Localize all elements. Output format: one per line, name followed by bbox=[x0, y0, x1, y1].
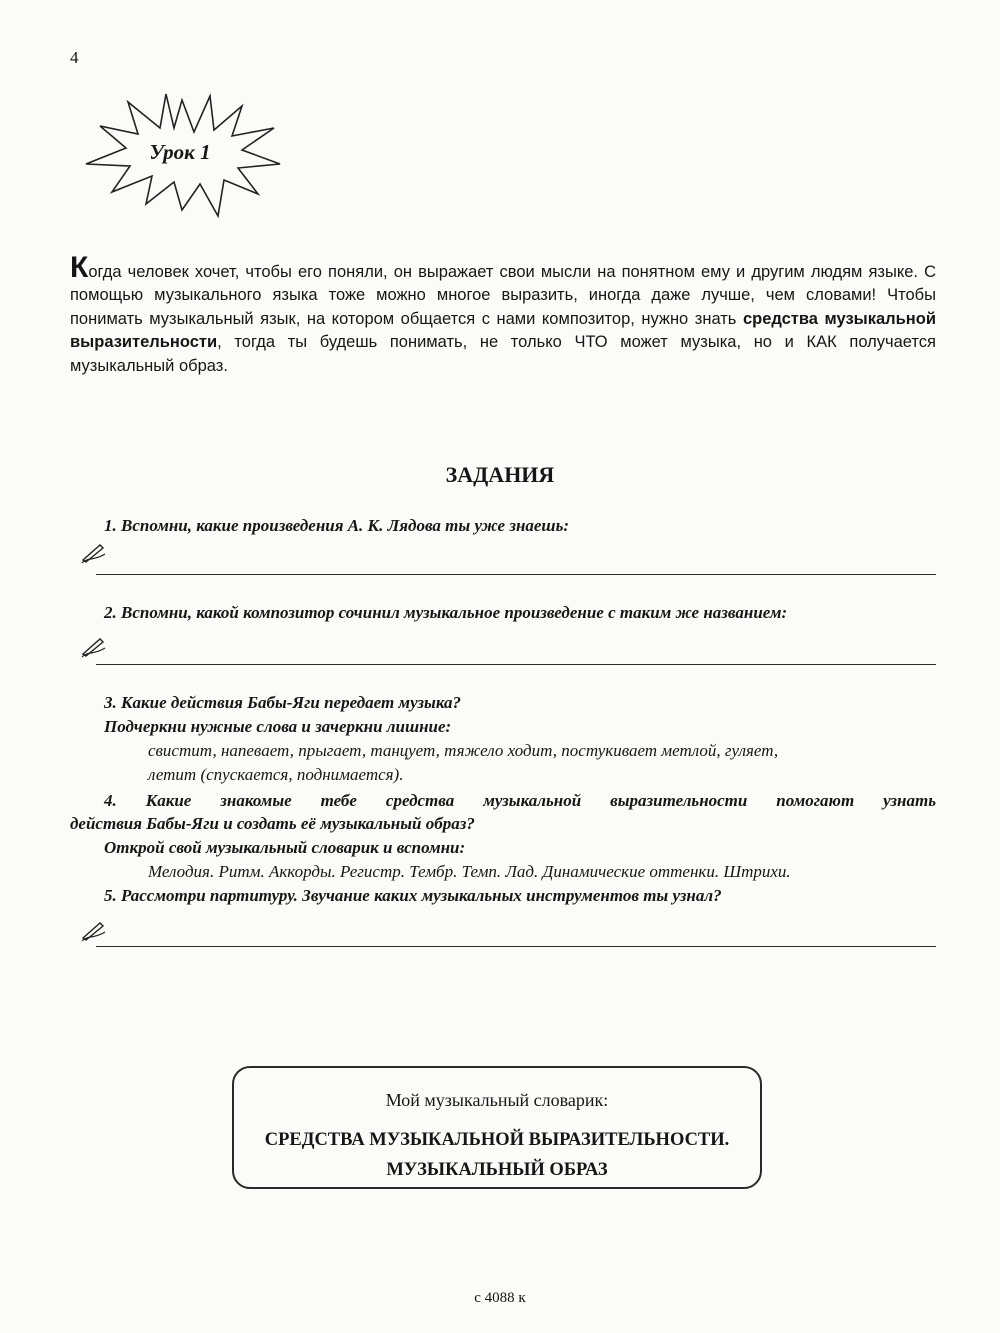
task-4-line-2: действия Бабы-Яги и создать её музыкальный образ? bbox=[70, 814, 475, 833]
task-3-words-line-1: свистит, напевает, прыгает, танцует, тяжело ходит, постукивает метлой, гуляет, bbox=[148, 741, 779, 760]
task-5: 5. Рассмотри партитуру. Звучание каких музыкальных инструментов ты узнал? bbox=[104, 886, 722, 905]
answer-line-1[interactable] bbox=[96, 574, 936, 575]
intro-text-after: , тогда ты будешь понимать, не только ЧТО может музыка, но и КАК получается музыкальный образ. bbox=[70, 333, 936, 375]
pen-writing-icon bbox=[80, 918, 108, 942]
footer-code: с 4088 к bbox=[474, 1290, 526, 1306]
music-dictionary-box bbox=[232, 1066, 762, 1189]
task-2: 2. Вспомни, какой композитор сочинил музыкальное произведение с таким же названием: bbox=[104, 603, 788, 622]
task-3-instruction: Подчеркни нужные слова и зачеркни лишние: bbox=[104, 717, 452, 736]
answer-line-5[interactable] bbox=[96, 946, 936, 947]
pen-writing-icon bbox=[80, 540, 108, 564]
lesson-title: Урок 1 bbox=[149, 140, 211, 164]
dictionary-term-2: МУЗЫКАЛЬНЫЙ ОБРАЗ bbox=[386, 1160, 608, 1180]
task-3: 3. Какие действия Бабы-Яги передает музыка? bbox=[104, 693, 462, 712]
dictionary-caption: Мой музыкальный словарик: bbox=[385, 1090, 609, 1110]
dictionary-term-1: СРЕДСТВА МУЗЫКАЛЬНОЙ ВЫРАЗИТЕЛЬНОСТИ. bbox=[264, 1130, 730, 1150]
intro-paragraph bbox=[70, 251, 936, 378]
pen-writing-icon bbox=[80, 634, 108, 658]
task-3-words-line-2: летит (спускается, поднимается). bbox=[148, 765, 404, 784]
page-number: 4 bbox=[70, 48, 79, 67]
task-4-terms: Мелодия. Ритм. Аккорды. Регистр. Тембр. Темп. Лад. Динамические оттенки. Штрихи. bbox=[148, 862, 791, 881]
answer-line-2[interactable] bbox=[96, 664, 936, 665]
tasks-heading: ЗАДАНИЯ bbox=[445, 462, 555, 487]
task-1: 1. Вспомни, какие произведения А. К. Лядова ты уже знаешь: bbox=[104, 516, 570, 535]
task-4-line-1: 4. Какие знакомые тебе средства музыкальной выразительности помогают узнать bbox=[104, 791, 936, 810]
intro-bold-term: средства музыкальной выразительности bbox=[70, 309, 936, 352]
task-4-instruction: Открой свой музыкальный словарик и вспомни: bbox=[104, 838, 466, 857]
intro-drop-cap: К bbox=[70, 251, 89, 284]
intro-text-before: огда человек хочет, чтобы его поняли, он выражает свои мысли на понятном ему и другим людям языке. С помощью музыкального языка тоже можно многое выразить, иногда даже лучше, чем словами! Чтобы понимать музыкальный язык, на котором общается с нами композитор, нужно знать bbox=[70, 263, 936, 328]
